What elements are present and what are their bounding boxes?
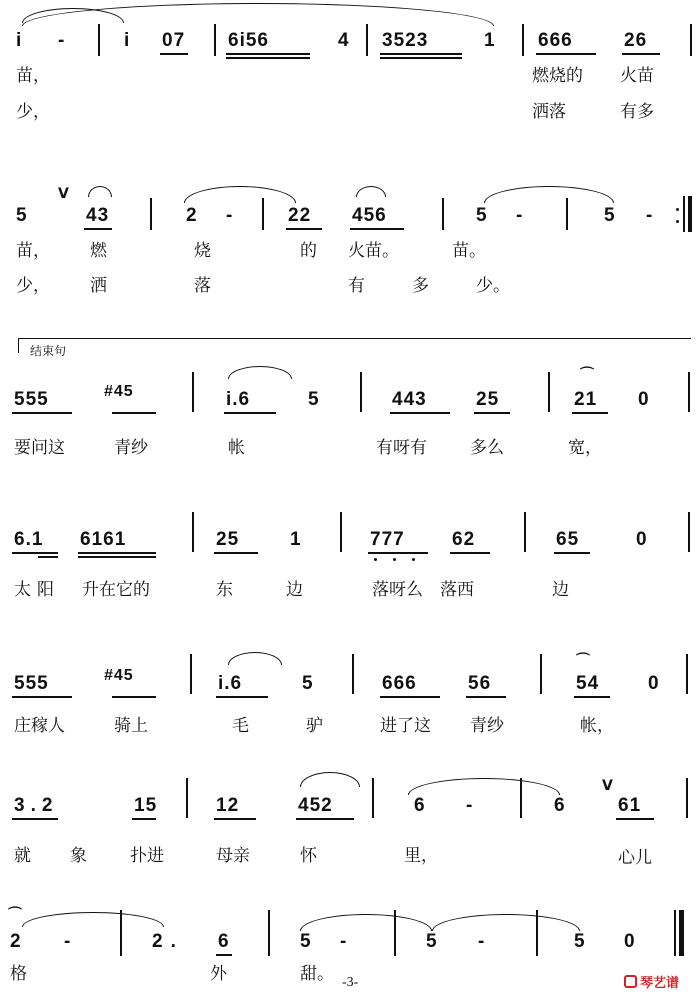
beam	[216, 696, 268, 698]
barline	[686, 654, 688, 694]
note: 15	[134, 795, 158, 816]
note: i	[124, 30, 131, 51]
slur	[356, 186, 386, 197]
barline	[190, 654, 192, 694]
note: 6	[414, 795, 426, 816]
beam	[616, 818, 654, 820]
octave-dot	[393, 558, 396, 561]
note: 555	[14, 673, 49, 694]
note: -	[340, 931, 348, 952]
beam	[132, 818, 156, 820]
note: 25	[476, 389, 500, 410]
lyric: 象	[70, 846, 87, 866]
note: 4	[338, 30, 350, 51]
note: 666	[382, 673, 417, 694]
beam	[84, 228, 112, 230]
slur	[22, 912, 164, 927]
lyric: 燃	[90, 241, 107, 261]
watermark-logo-icon	[624, 975, 637, 988]
note: 21	[574, 389, 598, 410]
lyric: 多么	[470, 438, 504, 458]
barline	[683, 196, 685, 232]
beam	[622, 53, 660, 55]
lyric: 苗，	[16, 241, 50, 261]
fermata-mark: ⌒	[580, 367, 594, 383]
note: 2.	[152, 931, 184, 952]
note: 5	[302, 673, 314, 694]
barline	[372, 778, 374, 818]
fermata-mark: ⌒	[8, 907, 22, 923]
note: i.6	[226, 389, 251, 410]
barline	[98, 24, 100, 56]
note: -	[64, 931, 72, 952]
lyric: 有多	[620, 102, 654, 122]
barline	[688, 512, 690, 552]
barline	[686, 778, 688, 818]
beam	[160, 53, 188, 55]
beam	[390, 412, 450, 414]
lyric: 苗。	[452, 241, 486, 261]
note: -	[466, 795, 474, 816]
note: 6.1	[14, 529, 44, 550]
barline	[268, 910, 270, 956]
breath-mark: V	[58, 186, 69, 202]
barline	[520, 778, 522, 818]
beam	[12, 412, 72, 414]
note: 26	[624, 30, 648, 51]
note: 0	[638, 389, 650, 410]
lyric: 苗，	[16, 66, 50, 86]
lyric: 落	[194, 276, 211, 296]
beam	[554, 552, 590, 554]
beam	[380, 57, 462, 59]
beam	[368, 552, 428, 554]
note: #45	[104, 383, 134, 400]
lyric: 烧	[194, 241, 211, 261]
section-bracket	[18, 338, 691, 353]
beam	[216, 954, 232, 956]
note: 6161	[80, 529, 127, 550]
lyric: 里，	[404, 846, 438, 866]
note: i	[16, 30, 23, 51]
note: 54	[576, 673, 600, 694]
beam	[12, 552, 58, 554]
lyric: 落西	[440, 580, 474, 600]
beam	[12, 696, 72, 698]
lyric: 东	[216, 580, 233, 600]
slur	[228, 652, 282, 665]
section-label: 结束句	[30, 344, 67, 358]
beam	[226, 57, 310, 59]
note: 0	[648, 673, 660, 694]
beam	[474, 412, 510, 414]
lyric: 少。	[476, 276, 510, 296]
lyric: 驴	[306, 716, 323, 736]
beam	[78, 552, 156, 554]
note: 5	[574, 931, 586, 952]
lyric: 太阳	[14, 580, 60, 600]
slur	[408, 778, 560, 795]
lyric: 帐，	[580, 716, 614, 736]
note: 452	[298, 795, 333, 816]
note: 5	[300, 931, 312, 952]
barline	[192, 372, 194, 412]
beam	[350, 228, 404, 230]
note: 07	[162, 30, 186, 51]
barline	[674, 910, 676, 956]
beam	[112, 696, 156, 698]
lyric: 青纱	[470, 716, 504, 736]
beam	[224, 412, 276, 414]
note: 5	[426, 931, 438, 952]
octave-dot	[412, 558, 415, 561]
lyric: 边	[286, 580, 303, 600]
fermata-mark: ⌒	[576, 653, 590, 669]
note: 62	[452, 529, 476, 550]
lyric: 要问这	[14, 438, 65, 458]
lyric: 升在它的	[82, 580, 150, 600]
barline	[366, 24, 368, 56]
lyric: 毛	[232, 716, 249, 736]
note: 12	[216, 795, 240, 816]
slur	[228, 366, 292, 379]
note: #45	[104, 667, 134, 684]
note: 61	[618, 795, 642, 816]
barline	[262, 198, 264, 230]
lyric: 青纱	[114, 438, 148, 458]
note: 3523	[382, 30, 429, 51]
note: i.6	[218, 673, 243, 694]
page-number: -3-	[342, 975, 359, 990]
slur	[300, 772, 360, 787]
barline	[540, 654, 542, 694]
beam	[38, 556, 58, 558]
barline	[352, 654, 354, 694]
watermark-text: 琴艺谱	[640, 976, 680, 991]
note: 6i56	[228, 30, 269, 51]
note: 5	[604, 205, 616, 226]
note: 2	[10, 931, 22, 952]
note: -	[58, 30, 66, 51]
beam	[214, 818, 256, 820]
barline	[214, 24, 216, 56]
barline	[566, 198, 568, 230]
lyric: 多	[412, 276, 429, 296]
note: -	[646, 205, 654, 226]
lyric: 少，	[16, 102, 50, 122]
beam	[214, 552, 258, 554]
lyric: 母亲	[216, 846, 250, 866]
barline	[192, 512, 194, 552]
lyric: 就	[14, 846, 31, 866]
lyric: 甜。	[300, 964, 334, 984]
note: 5	[16, 205, 28, 226]
lyric: 怀	[300, 846, 317, 866]
note: 555	[14, 389, 49, 410]
note: 25	[216, 529, 240, 550]
note: 1	[290, 529, 302, 550]
barline	[186, 778, 188, 818]
beam	[380, 696, 440, 698]
note: 6	[218, 931, 230, 952]
note: -	[516, 205, 524, 226]
lyric: 洒落	[532, 102, 566, 122]
beam	[450, 552, 490, 554]
lyric: 外	[210, 964, 227, 984]
slur	[184, 186, 296, 203]
note: 443	[392, 389, 427, 410]
note: 5	[308, 389, 320, 410]
barline	[548, 372, 550, 412]
lyric: 宽，	[568, 438, 602, 458]
lyric: 有呀有	[376, 438, 427, 458]
lyric: 帐	[228, 438, 245, 458]
barline	[360, 372, 362, 412]
note: 3.2	[14, 795, 59, 816]
final-barline	[688, 196, 692, 232]
lyric: 边	[552, 580, 569, 600]
note: 1	[484, 30, 496, 51]
beam	[78, 556, 156, 558]
note: -	[478, 931, 486, 952]
beam	[12, 818, 58, 820]
barline	[688, 372, 690, 412]
beam	[296, 818, 354, 820]
barline	[442, 198, 444, 230]
barline	[522, 24, 524, 56]
beam	[572, 412, 608, 414]
repeat-dot	[676, 208, 679, 211]
beam	[226, 53, 310, 55]
note: 2	[186, 205, 198, 226]
note: 5	[476, 205, 488, 226]
lyric: 洒	[90, 276, 107, 296]
lyric: 进了这	[380, 716, 431, 736]
note: 65	[556, 529, 580, 550]
barline	[524, 512, 526, 552]
repeat-dot	[676, 220, 679, 223]
barline	[394, 910, 396, 956]
lyric: 扑进	[130, 846, 164, 866]
lyric: 火苗	[620, 66, 654, 86]
lyric: 心儿	[618, 848, 652, 868]
octave-dot	[374, 558, 377, 561]
beam	[574, 696, 610, 698]
breath-mark: V	[602, 778, 613, 794]
barline	[690, 24, 692, 56]
lyric: 骑上	[114, 716, 148, 736]
note: 777	[370, 529, 405, 550]
final-barline	[679, 910, 684, 956]
lyric: 格	[10, 964, 27, 984]
note: 456	[352, 205, 387, 226]
lyric: 少，	[16, 276, 50, 296]
note: 56	[468, 673, 492, 694]
lyric: 落呀么	[372, 580, 423, 600]
note: -	[226, 205, 234, 226]
beam	[112, 412, 156, 414]
note: 666	[538, 30, 573, 51]
beam	[536, 53, 596, 55]
note: 0	[636, 529, 648, 550]
note: 0	[624, 931, 636, 952]
lyric: 火苗。	[348, 241, 399, 261]
watermark	[624, 972, 679, 991]
barline	[340, 512, 342, 552]
beam	[286, 228, 322, 230]
lyric: 有	[348, 276, 365, 296]
slur	[432, 914, 580, 931]
slur	[300, 914, 432, 931]
lyric: 庄稼人	[14, 716, 65, 736]
note: 22	[288, 205, 312, 226]
barline	[150, 198, 152, 230]
lyric: 燃烧的	[532, 66, 583, 86]
barline	[120, 910, 122, 956]
slur	[88, 186, 112, 197]
note: 43	[86, 205, 110, 226]
note: 6	[554, 795, 566, 816]
beam	[466, 696, 506, 698]
barline	[536, 910, 538, 956]
lyric: 的	[300, 241, 317, 261]
slur	[484, 186, 614, 203]
beam	[380, 53, 462, 55]
